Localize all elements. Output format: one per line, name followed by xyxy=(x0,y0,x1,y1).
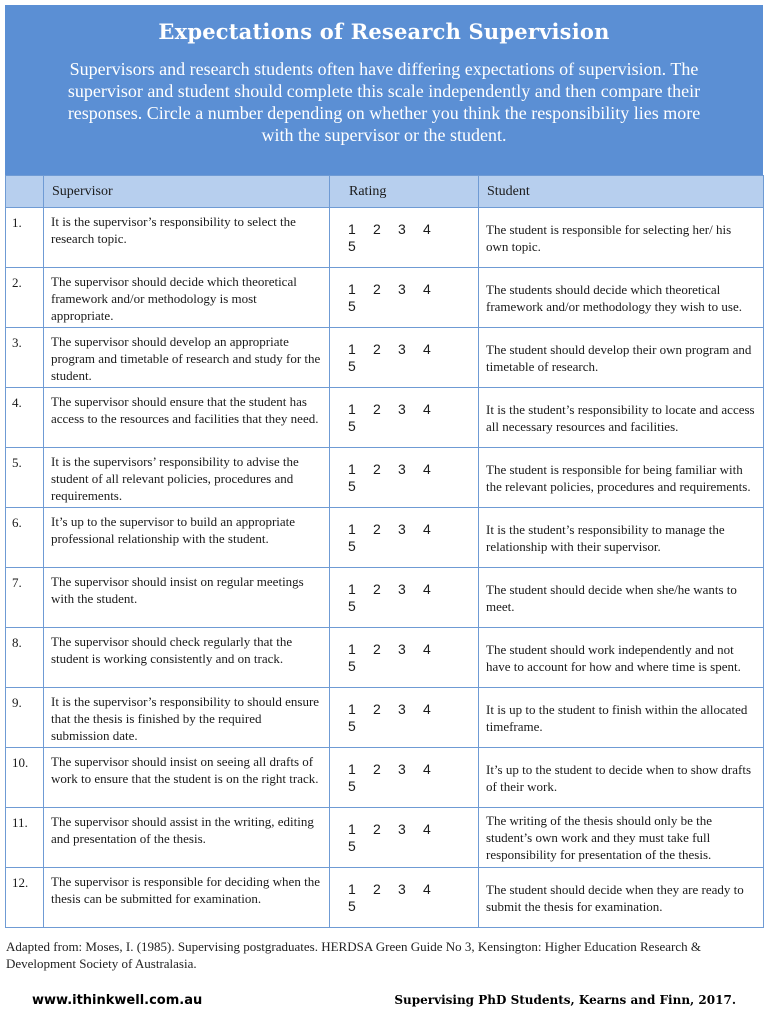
row-number: 6. xyxy=(6,508,44,568)
rating-option[interactable]: 2 xyxy=(373,580,381,597)
rating-option[interactable]: 4 xyxy=(423,340,431,357)
rating-option[interactable]: 5 xyxy=(348,237,356,254)
rating-option[interactable]: 2 xyxy=(373,400,381,417)
rating-option[interactable]: 5 xyxy=(348,717,356,734)
student-statement: The student should decide when she/he wants to meet. xyxy=(479,568,764,628)
rating-option[interactable]: 2 xyxy=(373,220,381,237)
supervisor-statement: It is the supervisors’ responsibility to advise the student of all relevant policies, procedures and requirements. xyxy=(44,448,330,508)
supervisor-statement: The supervisor should insist on seeing all drafts of work to ensure that the student is on the right track. xyxy=(44,748,330,808)
rating-scale xyxy=(330,268,479,328)
table-row xyxy=(6,208,764,268)
rating-option[interactable]: 2 xyxy=(373,460,381,477)
student-statement: It is up to the student to finish within the allocated timeframe. xyxy=(479,688,764,748)
rating-option[interactable]: 4 xyxy=(423,520,431,537)
rating-option[interactable]: 4 xyxy=(423,820,431,837)
row-number: 2. xyxy=(6,268,44,328)
rating-option[interactable]: 3 xyxy=(398,400,406,417)
row-number: 3. xyxy=(6,328,44,388)
rating-option[interactable]: 5 xyxy=(348,657,356,674)
rating-scale xyxy=(330,748,479,808)
rating-option[interactable]: 5 xyxy=(348,837,356,854)
page-title: Expectations of Research Supervision xyxy=(158,19,610,44)
supervisor-statement: The supervisor should ensure that the student has access to the resources and facilities that they need. xyxy=(44,388,330,448)
rating-option[interactable]: 5 xyxy=(348,897,356,914)
header-banner xyxy=(5,5,763,175)
rating-option[interactable]: 1 xyxy=(348,640,356,657)
rating-option[interactable]: 5 xyxy=(348,777,356,794)
reference-citation: Adapted from: Moses, I. (1985). Supervising postgraduates. HERDSA Green Guide No 3, Kensington: Higher Education Research & Development Society of Australasia. xyxy=(6,939,702,971)
supervisor-statement: It is the supervisor’s responsibility to select the research topic. xyxy=(44,208,330,268)
rating-option[interactable]: 1 xyxy=(348,400,356,417)
rating-option[interactable]: 1 xyxy=(348,460,356,477)
table-header-row xyxy=(6,176,764,208)
row-number: 8. xyxy=(6,628,44,688)
rating-option[interactable]: 3 xyxy=(398,640,406,657)
row-number: 12. xyxy=(6,868,44,928)
rating-scale xyxy=(330,628,479,688)
rating-scale xyxy=(330,808,479,868)
table-row xyxy=(6,328,764,388)
rating-option[interactable]: 4 xyxy=(423,760,431,777)
row-number: 11. xyxy=(6,808,44,868)
footer-source: Supervising PhD Students, Kearns and Finn, 2017. xyxy=(394,993,736,1007)
rating-scale xyxy=(330,388,479,448)
rating-option[interactable]: 2 xyxy=(373,520,381,537)
rating-option[interactable]: 3 xyxy=(398,280,406,297)
rating-option[interactable]: 5 xyxy=(348,357,356,374)
table-row xyxy=(6,808,764,868)
rating-option[interactable]: 2 xyxy=(373,880,381,897)
supervisor-statement: The supervisor is responsible for deciding when the thesis can be submitted for examination. xyxy=(44,868,330,928)
rating-option[interactable]: 4 xyxy=(423,460,431,477)
student-statement: The writing of the thesis should only be the student’s own work and they must take full responsibility for presentation of the thesis. xyxy=(479,808,764,868)
row-number: 9. xyxy=(6,688,44,748)
rating-option[interactable]: 2 xyxy=(373,820,381,837)
table-row xyxy=(6,688,764,748)
header-supervisor: Supervisor xyxy=(44,176,330,208)
supervisor-statement: The supervisor should insist on regular meetings with the student. xyxy=(44,568,330,628)
supervisor-statement: The supervisor should decide which theoretical framework and/or methodology is most appropriate. xyxy=(44,268,330,328)
rating-scale xyxy=(330,208,479,268)
rating-option[interactable]: 3 xyxy=(398,700,406,717)
table-row xyxy=(6,448,764,508)
row-number: 1. xyxy=(6,208,44,268)
header-number xyxy=(6,176,44,208)
rating-option[interactable]: 1 xyxy=(348,340,356,357)
rating-option[interactable]: 5 xyxy=(348,537,356,554)
rating-option[interactable]: 1 xyxy=(348,880,356,897)
rating-option[interactable]: 4 xyxy=(423,880,431,897)
supervisor-statement: The supervisor should develop an appropriate program and timetable of research and study for the student. xyxy=(44,328,330,388)
rating-option[interactable]: 1 xyxy=(348,700,356,717)
rating-option[interactable]: 2 xyxy=(373,340,381,357)
row-number: 4. xyxy=(6,388,44,448)
student-statement: The students should decide which theoretical framework and/or methodology they wish to use. xyxy=(479,268,764,328)
rating-option[interactable]: 4 xyxy=(423,580,431,597)
row-number: 7. xyxy=(6,568,44,628)
header-student: Student xyxy=(479,176,764,208)
student-statement: The student should develop their own program and timetable of research. xyxy=(479,328,764,388)
rating-option[interactable]: 3 xyxy=(398,220,406,237)
rating-option[interactable]: 4 xyxy=(423,640,431,657)
rating-option[interactable]: 2 xyxy=(373,760,381,777)
header-rating: Rating xyxy=(330,176,479,208)
table-row xyxy=(6,268,764,328)
rating-option[interactable]: 1 xyxy=(348,820,356,837)
rating-option[interactable]: 3 xyxy=(398,820,406,837)
rating-scale xyxy=(330,328,479,388)
rating-option[interactable]: 5 xyxy=(348,297,356,314)
student-statement: It is the student’s responsibility to locate and access all necessary resources and facilities. xyxy=(479,388,764,448)
expectations-table xyxy=(5,175,764,928)
rating-option[interactable]: 3 xyxy=(398,340,406,357)
rating-option[interactable]: 2 xyxy=(373,640,381,657)
rating-option[interactable]: 1 xyxy=(348,280,356,297)
table-row xyxy=(6,748,764,808)
rating-option[interactable]: 4 xyxy=(423,280,431,297)
table-row xyxy=(6,568,764,628)
rating-scale xyxy=(330,688,479,748)
rating-option[interactable]: 1 xyxy=(348,760,356,777)
student-statement: The student should decide when they are ready to submit the thesis for examination. xyxy=(479,868,764,928)
supervisor-statement: The supervisor should assist in the writing, editing and presentation of the thesis. xyxy=(44,808,330,868)
rating-scale xyxy=(330,568,479,628)
table-row xyxy=(6,628,764,688)
student-statement: It is the student’s responsibility to manage the relationship with their supervisor. xyxy=(479,508,764,568)
supervisor-statement: It’s up to the supervisor to build an appropriate professional relationship with the student. xyxy=(44,508,330,568)
rating-option[interactable]: 4 xyxy=(423,700,431,717)
rating-option[interactable]: 2 xyxy=(373,700,381,717)
table-row xyxy=(6,388,764,448)
website-url[interactable]: www.ithinkwell.com.au xyxy=(32,993,203,1008)
rating-option[interactable]: 1 xyxy=(348,580,356,597)
student-statement: The student is responsible for selecting her/ his own topic. xyxy=(479,208,764,268)
row-number: 10. xyxy=(6,748,44,808)
rating-option[interactable]: 5 xyxy=(348,417,356,434)
rating-scale xyxy=(330,448,479,508)
rating-option[interactable]: 3 xyxy=(398,520,406,537)
rating-option[interactable]: 3 xyxy=(398,460,406,477)
rating-option[interactable]: 4 xyxy=(423,220,431,237)
table-row xyxy=(6,868,764,928)
rating-option[interactable]: 3 xyxy=(398,760,406,777)
student-statement: The student is responsible for being familiar with the relevant policies, procedures and requirements. xyxy=(479,448,764,508)
rating-option[interactable]: 5 xyxy=(348,597,356,614)
rating-option[interactable]: 3 xyxy=(398,880,406,897)
supervisor-statement: The supervisor should check regularly that the student is working consistently and on track. xyxy=(44,628,330,688)
supervisor-statement: It is the supervisor’s responsibility to should ensure that the thesis is finished by the required submission date. xyxy=(44,688,330,748)
rating-option[interactable]: 1 xyxy=(348,220,356,237)
intro-text: Supervisors and research students often have differing expectations of supervision. The supervisor and student should complete this scale independently and then compare their responses. Circle a number depending on whether you think the responsibility lies more with the supervisor or the student. xyxy=(67,59,701,145)
student-statement: The student should work independently and not have to account for how and where time is spent. xyxy=(479,628,764,688)
rating-scale xyxy=(330,508,479,568)
rating-scale xyxy=(330,868,479,928)
student-statement: It’s up to the student to decide when to show drafts of their work. xyxy=(479,748,764,808)
row-number: 5. xyxy=(6,448,44,508)
rating-option[interactable]: 5 xyxy=(348,477,356,494)
table-row xyxy=(6,508,764,568)
rating-option[interactable]: 1 xyxy=(348,520,356,537)
rating-option[interactable]: 3 xyxy=(398,580,406,597)
rating-option[interactable]: 2 xyxy=(373,280,381,297)
rating-option[interactable]: 4 xyxy=(423,400,431,417)
